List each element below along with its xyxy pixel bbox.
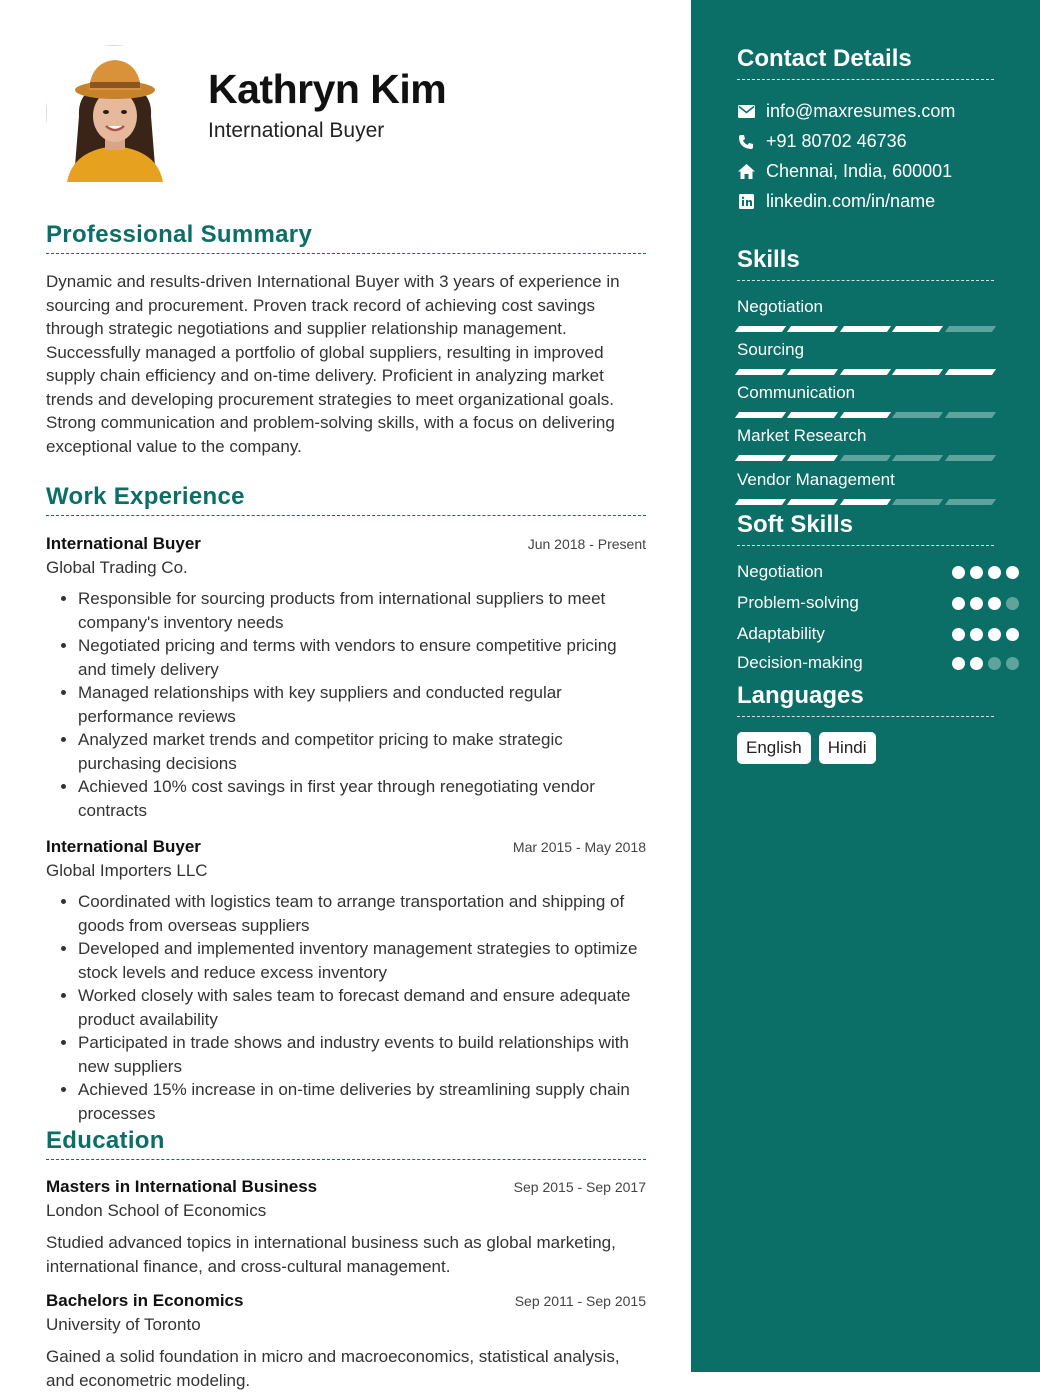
job-date: Jun 2018 - Present [527,536,646,552]
rating-dot-filled [988,566,1001,579]
contact-linkedin[interactable] [737,191,935,212]
education-date: Sep 2015 - Sep 2017 [513,1179,646,1195]
job-entry [46,534,646,822]
contact-heading: Contact Details [737,45,994,80]
skill-name: Negotiation [737,297,824,316]
job-date: Mar 2015 - May 2018 [512,839,646,855]
soft-skill-item [737,653,994,673]
skill-item [737,470,994,505]
rating-dot-filled [952,597,965,610]
skill-segment-empty [892,455,944,461]
skill-segment-filled [892,326,944,332]
rating-dot-filled [1006,566,1019,579]
soft-skill-dots [952,628,1019,641]
education-description: Studied advanced topics in international business such as global marketing, international finance, and cross-cultural management. [46,1233,616,1276]
skill-segment-filled [735,499,787,505]
soft-skill-name: Decision-making [737,653,863,672]
rating-dot-filled [988,628,1001,641]
job-bullets [46,587,646,822]
skills-heading: Skills [737,246,994,281]
job-bullet: • Participated in trade shows and industry events to build relationships with new suppliers [78,1031,646,1078]
skill-name: Market Research [737,426,867,445]
job-bullet: • Managed relationships with key suppliers and conducted regular performance reviews [78,681,646,728]
language-tag: English [737,732,811,764]
rating-dot-filled [970,566,983,579]
school: London School of Economics [46,1201,267,1220]
contact-address-text: Chennai, India, 600001 [766,161,953,181]
linkedin-icon [737,193,755,211]
education-entry [46,1291,646,1393]
skill-segment-empty [944,412,996,418]
skill-name: Communication [737,383,856,402]
skill-segment-filled [944,369,996,375]
skill-item [737,383,994,418]
rating-dot-filled [988,597,1001,610]
degree: Bachelors in Economics [46,1291,244,1310]
skill-segment-filled [787,455,839,461]
soft-skill-item [737,624,994,644]
contact-address [737,161,952,182]
skill-name: Sourcing [737,340,805,359]
job-bullet: • Negotiated pricing and terms with vendors to ensure competitive pricing and timely delivery [78,634,646,681]
skill-segment-filled [787,499,839,505]
soft-skill-dots [952,657,1019,670]
skill-segment-filled [787,369,839,375]
rating-dot-empty [1006,657,1019,670]
rating-dot-filled [952,657,965,670]
skill-bar [737,326,994,332]
education-date: Sep 2011 - Sep 2015 [514,1293,646,1309]
skill-item [737,297,994,332]
soft-skill-item [737,562,994,582]
job-bullet: • Responsible for sourcing products from international suppliers to meet company's inventory needs [78,587,646,634]
contact-linkedin-text[interactable]: linkedin.com/in/name [766,191,936,211]
rating-dot-filled [970,628,983,641]
contact-phone[interactable] [737,131,907,152]
job-bullet: • Developed and implemented inventory management strategies to optimize stock levels and reduce excess inventory [78,937,646,984]
job-bullet: • Coordinated with logistics team to arrange transportation and shipping of goods from overseas suppliers [78,890,646,937]
skill-segment-empty [944,455,996,461]
job-company: Global Trading Co. [46,558,188,577]
envelope-icon [737,103,755,121]
job-bullet: • Analyzed market trends and competitor pricing to make strategic purchasing decisions [78,728,646,775]
skill-segment-filled [840,369,892,375]
job-role: International Buyer [46,534,201,553]
job-bullet: • Worked closely with sales team to forecast demand and ensure adequate product availability [78,984,646,1031]
skill-segment-empty [892,412,944,418]
skill-segment-filled [735,369,787,375]
skill-segment-empty [892,499,944,505]
job-role: International Buyer [46,837,201,856]
phone-icon [737,133,755,151]
soft-skill-item [737,593,994,613]
job-bullets [46,890,646,1125]
rating-dot-filled [970,597,983,610]
skill-segment-filled [840,499,892,505]
sidebar [691,0,1040,1372]
contact-email-text[interactable]: info@maxresumes.com [766,101,956,121]
job-bullet: • Achieved 15% increase in on-time deliveries by streamlining supply chain processes [78,1078,646,1125]
summary-heading: Professional Summary [46,221,646,254]
degree: Masters in International Business [46,1177,318,1196]
language-tag: Hindi [819,732,876,764]
experience-heading: Work Experience [46,483,646,516]
skill-segment-filled [840,412,892,418]
skill-segment-filled [735,326,787,332]
skill-segment-filled [787,326,839,332]
school: University of Toronto [46,1315,201,1334]
skill-bar [737,369,994,375]
skill-bar [737,499,994,505]
education-heading: Education [46,1127,646,1160]
candidate-name: Kathryn Kim [208,66,447,112]
skill-segment-filled [735,412,787,418]
job-bullet: • Achieved 10% cost savings in first year through renegotiating vendor contracts [78,775,646,822]
skill-name: Vendor Management [737,470,895,489]
skill-segment-filled [787,412,839,418]
rating-dot-empty [988,657,1001,670]
rating-dot-empty [1006,597,1019,610]
candidate-title: International Buyer [208,119,385,142]
contact-phone-text[interactable]: +91 80702 46736 [766,131,907,151]
soft-skill-dots [952,597,1019,610]
contact-email[interactable] [737,101,955,122]
rating-dot-filled [952,566,965,579]
rating-dot-filled [952,628,965,641]
skill-segment-empty [840,455,892,461]
skill-item [737,340,994,375]
skill-segment-empty [944,499,996,505]
skill-segment-filled [840,326,892,332]
soft-skill-name: Problem-solving [737,593,859,612]
soft-skills-heading: Soft Skills [737,511,994,546]
soft-skill-name: Adaptability [737,624,825,643]
rating-dot-filled [1006,628,1019,641]
rating-dot-filled [970,657,983,670]
job-entry [46,837,646,1125]
profile-photo [46,45,182,181]
skill-bar [737,412,994,418]
home-icon [737,163,755,181]
summary-text: Dynamic and results-driven International Buyer with 3 years of experience in sourcing and procurement. Proven track record of achieving cost savings through strategic negotiations and supplier relationship management. Successfully managed a portfolio of global suppliers, resulting in improved supply chain efficiency and on-time delivery. Proficient in analyzing market trends and developing procurement strategies to meet organizational goals. Strong communication and problem-solving skills, with a focus on delivering exceptional value to the company. [46,272,620,456]
language-list [737,732,876,764]
soft-skill-name: Negotiation [737,562,824,581]
soft-skill-dots [952,566,1019,579]
education-description: Gained a solid foundation in micro and macroeconomics, statistical analysis, and econometric modeling. [46,1347,620,1390]
skill-item [737,426,994,461]
skill-segment-empty [944,326,996,332]
skill-segment-filled [892,369,944,375]
languages-heading: Languages [737,682,994,717]
skill-bar [737,455,994,461]
skill-segment-filled [735,455,787,461]
education-entry [46,1177,646,1279]
job-company: Global Importers LLC [46,861,208,880]
